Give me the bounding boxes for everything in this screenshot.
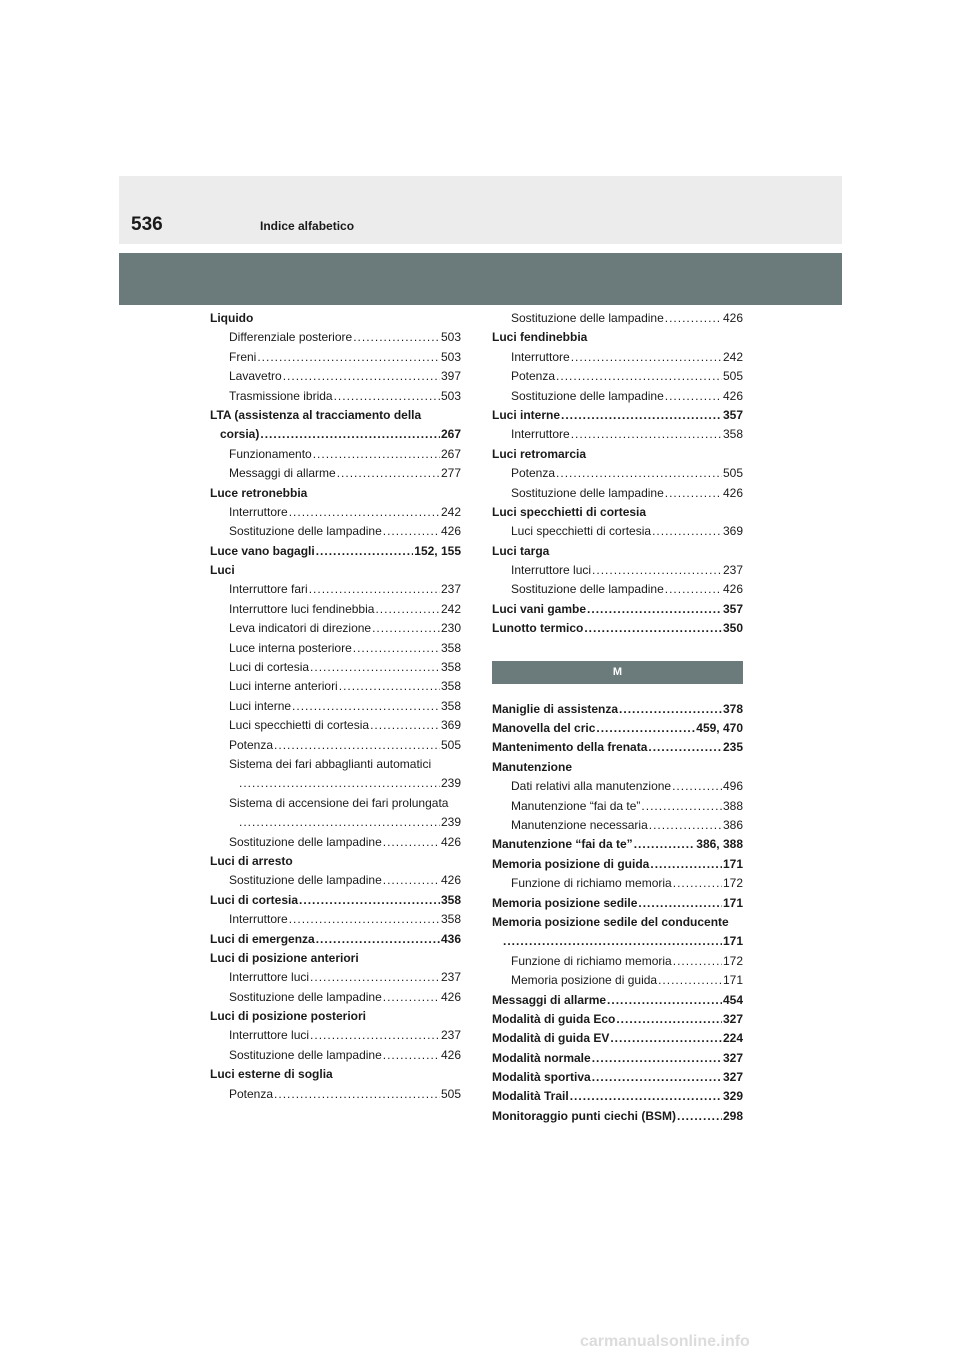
index-entry-label: Interruttore (511, 427, 570, 442)
index-entry-label: Luci fendinebbia (492, 330, 588, 345)
index-entry-page: 242 (722, 349, 743, 364)
index-entry (210, 1046, 461, 1065)
index-entry-label: Luci di posizione posteriori (210, 1009, 367, 1024)
index-entry-label: Manutenzione necessaria (511, 817, 648, 832)
dot-leader (665, 387, 722, 406)
index-entry (492, 738, 743, 757)
index-entry-page: 358 (440, 660, 461, 675)
index-entry-page: 503 (440, 349, 461, 364)
index-entry-page: 358 (440, 698, 461, 713)
watermark: carmanualsonline.info (580, 1333, 750, 1350)
index-entry-page: 426 (722, 582, 743, 597)
index-entry (492, 600, 743, 619)
index-entry (492, 835, 743, 854)
index-entry (492, 1068, 743, 1087)
index-entry-label: Luci (210, 563, 235, 578)
index-entry (210, 794, 461, 813)
index-entry-label: Potenza (229, 1086, 274, 1101)
index-entry (492, 387, 743, 406)
dot-leader (239, 813, 440, 832)
index-entry-page: 369 (722, 524, 743, 539)
index-entry-page: 426 (722, 388, 743, 403)
index-entry-label: Messaggi di allarme (229, 466, 336, 481)
dot-leader (658, 971, 722, 990)
index-entry (492, 1049, 743, 1068)
index-entry-label: Potenza (511, 369, 556, 384)
index-entry-label: Manutenzione “fai da te” (511, 798, 641, 813)
header-bar (119, 253, 842, 305)
index-entry-page: 350 (722, 621, 743, 636)
dot-leader (649, 816, 722, 835)
index-entry (210, 949, 461, 968)
index-list-l (492, 309, 743, 639)
index-entry (492, 1010, 743, 1029)
index-entry (492, 580, 743, 599)
dot-leader (299, 891, 440, 910)
index-entry-label: Luci specchietti di cortesia (229, 718, 370, 733)
index-entry (210, 930, 461, 949)
index-entry (492, 874, 743, 893)
index-entry-page: 152, 155 (414, 543, 461, 558)
index-entry (492, 619, 743, 638)
index-entry-page: 327 (722, 1050, 743, 1065)
dot-leader (571, 425, 722, 444)
index-entry-page: 171 (722, 973, 743, 988)
index-entry-label: Mantenimento della frenata (492, 740, 648, 755)
index-entry (492, 367, 743, 386)
index-entry-label: Lunotto termico (492, 621, 584, 636)
dot-leader (596, 719, 695, 738)
index-entry-label: Luci di posizione anteriori (210, 950, 359, 965)
index-entry-page: 237 (440, 1028, 461, 1043)
index-entry-label: Interruttore luci (229, 970, 310, 985)
index-entry-label: Sostituzione delle lampadine (511, 582, 664, 597)
index-entry (492, 700, 743, 719)
index-entry (210, 503, 461, 522)
index-entry (210, 910, 461, 929)
index-entry-label: Modalità di guida EV (492, 1031, 610, 1046)
dot-leader (257, 348, 440, 367)
index-entry-page: 505 (440, 737, 461, 752)
index-entry (492, 484, 743, 503)
index-entry (210, 1007, 461, 1026)
dot-leader (673, 874, 722, 893)
index-entry-page: 358 (722, 427, 743, 442)
index-entry-page: 239 (440, 815, 461, 830)
dot-leader (313, 445, 440, 464)
dot-leader (634, 835, 696, 854)
index-entry (210, 600, 461, 619)
index-entry-page: 454 (722, 992, 743, 1007)
index-entry-page: 436 (440, 931, 461, 946)
index-entry-page: 503 (440, 330, 461, 345)
index-entry-page: 327 (722, 1070, 743, 1085)
index-entry-label: Trasmissione ibrida (229, 388, 333, 403)
index-entry-label: Luci vani gambe (492, 601, 587, 616)
dot-leader (503, 932, 722, 951)
dot-leader (592, 1068, 722, 1087)
index-entry-page: 496 (722, 779, 743, 794)
index-entry (210, 464, 461, 483)
index-entry-label: Dati relativi alla manutenzione (511, 779, 672, 794)
index-entry-label: Sistema di accensione dei fari prolungata (229, 795, 449, 810)
dot-leader (375, 600, 440, 619)
index-entry (210, 484, 461, 503)
index-entry-page: 237 (722, 563, 743, 578)
dot-leader (339, 677, 440, 696)
dot-leader (556, 464, 722, 483)
index-column-right (492, 309, 743, 1126)
index-entry-label: Luce interna posteriore (229, 640, 352, 655)
index-entry (210, 445, 461, 464)
index-entry-label: Sostituzione delle lampadine (229, 834, 382, 849)
index-entry (492, 522, 743, 541)
index-entry (492, 991, 743, 1010)
index-entry-label: Sostituzione delle lampadine (511, 311, 664, 325)
index-entry-label: Memoria posizione di guida (511, 973, 658, 988)
index-entry-page: 358 (440, 679, 461, 694)
index-entry-label: Potenza (229, 737, 274, 752)
index-entry-label: Manutenzione (492, 759, 572, 774)
index-entry-label: Memoria posizione sedile (492, 895, 638, 910)
dot-leader (610, 1029, 722, 1048)
index-entry-label: Sostituzione delle lampadine (229, 1047, 382, 1062)
index-entry (492, 561, 743, 580)
index-entry-label: LTA (assistenza al tracciamento della (210, 407, 422, 422)
index-entry-page: 235 (722, 740, 743, 755)
dot-leader (309, 580, 440, 599)
index-entry-label: Modalità di guida Eco (492, 1011, 616, 1026)
index-entry-label: Lavavetro (229, 369, 282, 384)
index-entry (210, 774, 461, 793)
index-entry-label: Manutenzione “fai da te” (492, 837, 633, 852)
index-entry-page: 237 (440, 582, 461, 597)
index-entry-page: 242 (440, 601, 461, 616)
index-entry-label: Modalità Trail (492, 1089, 569, 1104)
dot-leader (353, 639, 440, 658)
index-entry-page: 230 (440, 621, 461, 636)
index-entry-label: Modalità sportiva (492, 1070, 591, 1085)
index-entry (210, 1026, 461, 1045)
index-entry-page: 503 (440, 388, 461, 403)
index-entry (210, 891, 461, 910)
index-entry-page: 386, 388 (696, 837, 743, 852)
index-entry-label: Luce retronebbia (210, 485, 308, 500)
index-entry (210, 367, 461, 386)
index-entry-page: 358 (440, 912, 461, 927)
index-column-left (210, 309, 461, 1104)
index-entry-page: 426 (440, 834, 461, 849)
dot-leader (383, 1046, 440, 1065)
index-entry-label: Memoria posizione di guida (492, 856, 650, 871)
index-entry (492, 445, 743, 464)
index-entry (492, 1087, 743, 1106)
index-entry (492, 758, 743, 777)
index-entry (492, 328, 743, 347)
index-entry-label: Sostituzione delle lampadine (229, 989, 382, 1004)
index-entry-page: 505 (440, 1086, 461, 1101)
index-entry (210, 387, 461, 406)
index-entry-label: Funzionamento (229, 446, 312, 461)
dot-leader (283, 367, 440, 386)
dot-leader (274, 736, 440, 755)
dot-leader (274, 1085, 440, 1104)
index-entry-page: 172 (722, 876, 743, 891)
index-entry-label: Luci interne (229, 698, 292, 713)
index-entry-page: 459, 470 (696, 721, 743, 736)
dot-leader (337, 464, 440, 483)
dot-leader (665, 309, 722, 328)
index-entry-label: Interruttore luci fendinebbia (229, 601, 375, 616)
index-entry (210, 755, 461, 774)
index-entry (210, 561, 461, 580)
index-entry (492, 952, 743, 971)
index-entry-label: Manovella del cric (492, 721, 596, 736)
dot-leader (665, 484, 722, 503)
index-entry (210, 716, 461, 735)
index-entry-label: Sostituzione delle lampadine (511, 388, 664, 403)
index-entry-label: Luci targa (492, 543, 550, 558)
dot-leader (587, 600, 722, 619)
index-entry-label: Luci interne (492, 407, 561, 422)
index-entry (210, 639, 461, 658)
index-entry-page: 426 (722, 485, 743, 500)
index-entry (210, 348, 461, 367)
index-entry-label: Interruttore fari (229, 582, 308, 597)
page-header (119, 176, 842, 244)
index-entry-page: 327 (722, 1011, 743, 1026)
index-entry (492, 816, 743, 835)
index-entry-label: Leva indicatori di direzione (229, 621, 372, 636)
dot-leader (383, 833, 440, 852)
index-entry-label: Luci specchietti di cortesia (511, 524, 652, 539)
index-entry (210, 677, 461, 696)
dot-leader (561, 406, 722, 425)
index-entry (492, 913, 743, 932)
dot-leader (592, 1049, 722, 1068)
header-title: Indice alfabetico (260, 219, 355, 233)
index-entry (492, 406, 743, 425)
index-entry-page: 358 (440, 892, 461, 907)
index-entry (210, 658, 461, 677)
section-header-m: M (492, 661, 743, 684)
index-entry-page: 242 (440, 504, 461, 519)
index-entry-page: 267 (440, 427, 461, 442)
dot-leader (316, 542, 414, 561)
index-list-m (492, 700, 743, 1127)
dot-leader (619, 700, 722, 719)
dot-leader (310, 658, 440, 677)
index-entry-label: Luce vano bagagli (210, 543, 315, 558)
index-entry (492, 777, 743, 796)
dot-leader (289, 503, 440, 522)
dot-leader (383, 871, 440, 890)
index-entry-page: 298 (722, 1108, 743, 1123)
index-entry (210, 736, 461, 755)
index-entry-page: 505 (722, 466, 743, 481)
index-entry-label: Freni (229, 349, 257, 364)
index-entry-page: 505 (722, 369, 743, 384)
index-entry (210, 619, 461, 638)
index-entry-label: Potenza (511, 466, 556, 481)
index-entry-label: Luci di arresto (210, 853, 293, 868)
dot-leader (310, 1026, 440, 1045)
index-entry (210, 697, 461, 716)
index-entry-label: Liquido (210, 311, 254, 325)
dot-leader (556, 367, 722, 386)
index-entry (492, 503, 743, 522)
index-entry-label: Interruttore luci (229, 1028, 310, 1043)
dot-leader (316, 930, 440, 949)
index-entry-page: 224 (722, 1031, 743, 1046)
index-entry-page: 426 (440, 873, 461, 888)
dot-leader (616, 1010, 722, 1029)
index-entry-page: 277 (440, 466, 461, 481)
dot-leader (260, 425, 440, 444)
index-entry-label: Luci esterne di soglia (210, 1067, 333, 1082)
index-entry-label: corsia) (220, 427, 260, 442)
dot-leader (334, 387, 440, 406)
dot-leader (383, 988, 440, 1007)
index-entry (492, 971, 743, 990)
index-entry-label: Funzione di richiamo memoria (511, 876, 672, 891)
index-entry-page: 426 (722, 311, 743, 325)
index-entry (492, 1107, 743, 1126)
index-entry (492, 855, 743, 874)
index-entry (210, 328, 461, 347)
index-entry-page: 378 (722, 701, 743, 716)
index-entry-page: 329 (722, 1089, 743, 1104)
index-entry-label: Interruttore luci (511, 563, 592, 578)
index-entry-label: Sistema dei fari abbaglianti automatici (229, 756, 432, 771)
index-entry (492, 309, 743, 328)
index-entry (492, 1029, 743, 1048)
dot-leader (570, 1087, 722, 1106)
dot-leader (239, 774, 440, 793)
index-entry-page: 267 (440, 446, 461, 461)
index-entry (210, 406, 461, 425)
index-entry-label: Memoria posizione sedile del conducente (492, 914, 729, 929)
dot-leader (372, 619, 440, 638)
index-entry (210, 833, 461, 852)
index-entry-page: 426 (440, 1047, 461, 1062)
index-entry (210, 968, 461, 987)
index-entry (210, 852, 461, 871)
index-entry-label: Interruttore (229, 912, 288, 927)
index-entry (492, 542, 743, 561)
index-entry-label: Luci retromarcia (492, 446, 587, 461)
dot-leader (641, 797, 722, 816)
index-entry-page: 426 (440, 524, 461, 539)
dot-leader (648, 738, 722, 757)
dot-leader (673, 952, 722, 971)
index-entry (210, 580, 461, 599)
index-entry-label: Sostituzione delle lampadine (511, 485, 664, 500)
index-entry-page: 239 (440, 776, 461, 791)
index-entry (210, 871, 461, 890)
index-entry-page: 358 (440, 640, 461, 655)
index-entry-label: Luci di emergenza (210, 931, 315, 946)
index-entry-page: 172 (722, 953, 743, 968)
index-entry (210, 988, 461, 1007)
dot-leader (370, 716, 440, 735)
index-entry-page: 386 (722, 817, 743, 832)
dot-leader (592, 561, 722, 580)
dot-leader (383, 522, 440, 541)
index-entry (210, 425, 461, 444)
index-entry-label: Funzione di richiamo memoria (511, 953, 672, 968)
index-entry-page: 237 (440, 970, 461, 985)
index-entry (210, 309, 461, 328)
dot-leader (672, 777, 722, 796)
index-entry-page: 171 (722, 895, 743, 910)
index-entry (210, 1085, 461, 1104)
index-entry-label: Monitoraggio punti ciechi (BSM) (492, 1108, 676, 1123)
index-entry (492, 464, 743, 483)
dot-leader (652, 522, 722, 541)
index-entry-page: 426 (440, 989, 461, 1004)
index-entry-page: 357 (722, 601, 743, 616)
index-entry-label: Sostituzione delle lampadine (229, 524, 382, 539)
index-entry (210, 813, 461, 832)
dot-leader (292, 697, 440, 716)
index-entry-page: 388 (722, 798, 743, 813)
index-entry-page: 397 (440, 369, 461, 384)
index-entry-label: Luci interne anteriori (229, 679, 338, 694)
index-entry-page: 369 (440, 718, 461, 733)
dot-leader (584, 619, 722, 638)
index-entry-label: Luci di cortesia (210, 892, 299, 907)
dot-leader (638, 894, 722, 913)
index-entry-label: Luci di cortesia (229, 660, 310, 675)
dot-leader (665, 580, 722, 599)
dot-leader (289, 910, 440, 929)
dot-leader (353, 328, 440, 347)
index-entry (210, 522, 461, 541)
index-entry-label: Messaggi di allarme (492, 992, 607, 1007)
dot-leader (571, 348, 722, 367)
dot-leader (607, 991, 722, 1010)
index-entry-page: 171 (722, 856, 743, 871)
index-entry (492, 348, 743, 367)
index-entry-label: Luci specchietti di cortesia (492, 504, 647, 519)
index-entry-label: Interruttore (229, 504, 288, 519)
index-entry (492, 932, 743, 951)
index-entry-page: 357 (722, 407, 743, 422)
index-entry-label: Maniglie di assistenza (492, 701, 619, 716)
index-entry-label: Interruttore (511, 349, 570, 364)
index-entry-page: 171 (722, 934, 743, 949)
index-entry (210, 1065, 461, 1084)
dot-leader (677, 1107, 722, 1126)
dot-leader (310, 968, 440, 987)
index-entry (210, 542, 461, 561)
index-entry (492, 425, 743, 444)
index-entry-label: Differenziale posteriore (229, 330, 353, 345)
index-entry-label: Sostituzione delle lampadine (229, 873, 382, 888)
index-entry-label: Modalità normale (492, 1050, 591, 1065)
index-entry (492, 719, 743, 738)
index-entry (492, 894, 743, 913)
index-entry (492, 797, 743, 816)
dot-leader (650, 855, 722, 874)
page-number: 536 (131, 214, 163, 235)
